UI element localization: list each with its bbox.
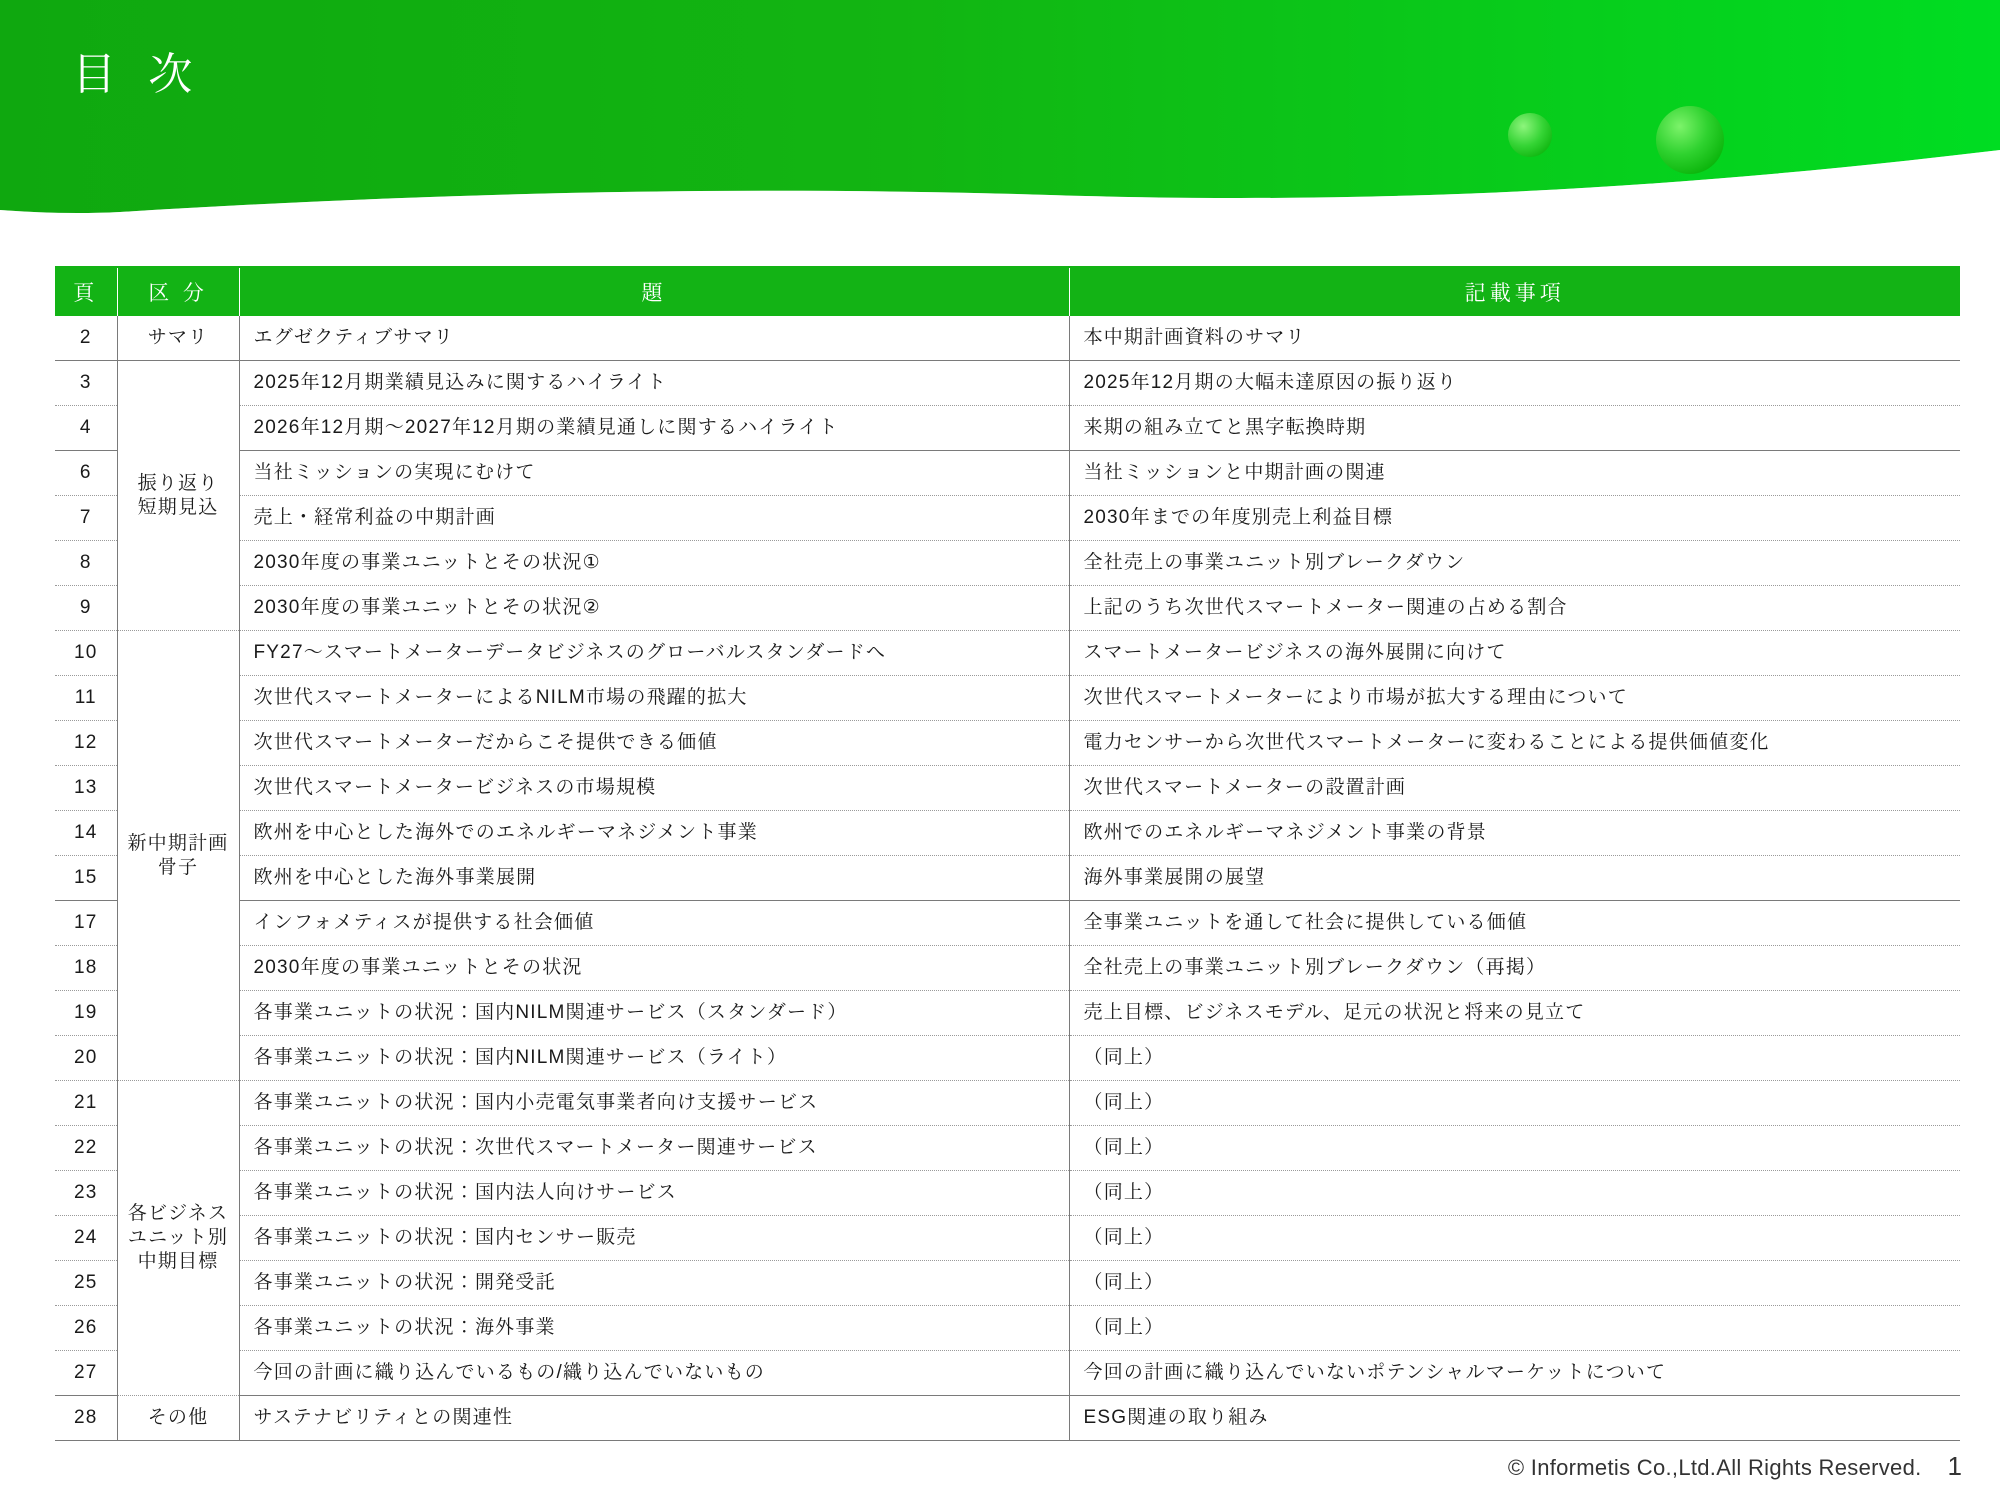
cell-description: 海外事業展開の展望	[1069, 856, 1960, 901]
cell-title: 次世代スマートメータービジネスの市場規模	[239, 766, 1069, 811]
cell-description: 売上目標、ビジネスモデル、足元の状況と将来の見立て	[1069, 991, 1960, 1036]
cell-title: 各事業ユニットの状況：国内センサー販売	[239, 1216, 1069, 1261]
table-row	[55, 856, 1960, 901]
cell-description: スマートメータービジネスの海外展開に向けて	[1069, 631, 1960, 676]
cell-page: 26	[55, 1306, 117, 1351]
cell-title: FY27〜スマートメーターデータビジネスのグローバルスタンダードへ	[239, 631, 1069, 676]
table-row	[55, 541, 1960, 586]
cell-page: 18	[55, 946, 117, 991]
toc-table	[55, 268, 1960, 1441]
footer	[1508, 1451, 1962, 1482]
table-row	[55, 496, 1960, 541]
table-row	[55, 451, 1960, 496]
table-row	[55, 631, 1960, 676]
cell-description: 全社売上の事業ユニット別ブレークダウン	[1069, 541, 1960, 586]
table-row	[55, 991, 1960, 1036]
cell-page: 9	[55, 586, 117, 631]
table-header-row	[55, 268, 1960, 316]
cell-category: その他	[117, 1396, 239, 1441]
cell-page: 14	[55, 811, 117, 856]
table-row	[55, 946, 1960, 991]
cell-description: （同上）	[1069, 1171, 1960, 1216]
cell-page: 6	[55, 451, 117, 496]
cell-title: 2030年度の事業ユニットとその状況①	[239, 541, 1069, 586]
table-row	[55, 1036, 1960, 1081]
cell-description: 当社ミッションと中期計画の関連	[1069, 451, 1960, 496]
cell-page: 3	[55, 361, 117, 406]
toc-table-body	[55, 316, 1960, 1441]
cell-page: 20	[55, 1036, 117, 1081]
cell-title: 欧州を中心とした海外でのエネルギーマネジメント事業	[239, 811, 1069, 856]
cell-description: 欧州でのエネルギーマネジメント事業の背景	[1069, 811, 1960, 856]
cell-description: 2030年までの年度別売上利益目標	[1069, 496, 1960, 541]
cell-description: （同上）	[1069, 1306, 1960, 1351]
cell-title: 当社ミッションの実現にむけて	[239, 451, 1069, 496]
table-row	[55, 1261, 1960, 1306]
cell-description: ESG関連の取り組み	[1069, 1396, 1960, 1441]
cell-description: 電力センサーから次世代スマートメーターに変わることによる提供価値変化	[1069, 721, 1960, 766]
header-banner	[0, 0, 2000, 218]
cell-category: 新中期計画骨子	[117, 631, 239, 1081]
table-row	[55, 586, 1960, 631]
cell-page: 23	[55, 1171, 117, 1216]
column-header-page: 頁	[55, 268, 117, 316]
cell-title: 欧州を中心とした海外事業展開	[239, 856, 1069, 901]
cell-page: 8	[55, 541, 117, 586]
table-row	[55, 1306, 1960, 1351]
table-row	[55, 1216, 1960, 1261]
table-row	[55, 1081, 1960, 1126]
table-row	[55, 766, 1960, 811]
cell-category: 振り返り 短期見込	[117, 361, 239, 631]
cell-description: 今回の計画に織り込んでいないポテンシャルマーケットについて	[1069, 1351, 1960, 1396]
cell-title: 今回の計画に織り込んでいるもの/織り込んでいないもの	[239, 1351, 1069, 1396]
table-row	[55, 676, 1960, 721]
cell-title: 2026年12月期〜2027年12月期の業績見通しに関するハイライト	[239, 406, 1069, 451]
cell-title: 各事業ユニットの状況：国内NILM関連サービス（ライト）	[239, 1036, 1069, 1081]
cell-title: サステナビリティとの関連性	[239, 1396, 1069, 1441]
table-row	[55, 1396, 1960, 1441]
cell-title: 各事業ユニットの状況：開発受託	[239, 1261, 1069, 1306]
cell-page: 28	[55, 1396, 117, 1441]
cell-description: （同上）	[1069, 1261, 1960, 1306]
table-row	[55, 316, 1960, 361]
cell-title: インフォメティスが提供する社会価値	[239, 901, 1069, 946]
cell-page: 10	[55, 631, 117, 676]
copyright-text: © Informetis Co.,Ltd.All Rights Reserved.	[1507, 1455, 1922, 1480]
column-header-description: 記載事項	[1069, 268, 1960, 316]
cell-title: 各事業ユニットの状況：国内小売電気事業者向け支援サービス	[239, 1081, 1069, 1126]
table-row	[55, 1126, 1960, 1171]
column-header-title: 題	[239, 268, 1069, 316]
cell-page: 17	[55, 901, 117, 946]
header-wave-graphic	[0, 0, 2000, 218]
cell-page: 13	[55, 766, 117, 811]
cell-description: 全社売上の事業ユニット別ブレークダウン（再掲）	[1069, 946, 1960, 991]
cell-title: 次世代スマートメーターだからこそ提供できる価値	[239, 721, 1069, 766]
cell-description: （同上）	[1069, 1036, 1960, 1081]
cell-page: 2	[55, 316, 117, 361]
table-row	[55, 901, 1960, 946]
table-row	[55, 361, 1960, 406]
cell-page: 12	[55, 721, 117, 766]
cell-page: 15	[55, 856, 117, 901]
cell-page: 11	[55, 676, 117, 721]
cell-page: 7	[55, 496, 117, 541]
cell-description: 次世代スマートメーターにより市場が拡大する理由について	[1069, 676, 1960, 721]
cell-title: 2030年度の事業ユニットとその状況	[239, 946, 1069, 991]
cell-description: （同上）	[1069, 1126, 1960, 1171]
cell-title: 各事業ユニットの状況：国内法人向けサービス	[239, 1171, 1069, 1216]
cell-title: 各事業ユニットの状況：海外事業	[239, 1306, 1069, 1351]
cell-description: 来期の組み立てと黒字転換時期	[1069, 406, 1960, 451]
table-row	[55, 811, 1960, 856]
cell-page: 4	[55, 406, 117, 451]
cell-page: 27	[55, 1351, 117, 1396]
table-row	[55, 406, 1960, 451]
cell-description: 次世代スマートメーターの設置計画	[1069, 766, 1960, 811]
cell-page: 22	[55, 1126, 117, 1171]
cell-title: 各事業ユニットの状況：国内NILM関連サービス（スタンダード）	[239, 991, 1069, 1036]
cell-title: エグゼクティブサマリ	[239, 316, 1069, 361]
cell-title: 2025年12月期業績見込みに関するハイライト	[239, 361, 1069, 406]
cell-page: 19	[55, 991, 117, 1036]
cell-description: 全事業ユニットを通して社会に提供している価値	[1069, 901, 1960, 946]
cell-page: 24	[55, 1216, 117, 1261]
toc-table-header	[55, 268, 1960, 316]
cell-description: 本中期計画資料のサマリ	[1069, 316, 1960, 361]
table-row	[55, 1351, 1960, 1396]
cell-title: 各事業ユニットの状況：次世代スマートメーター関連サービス	[239, 1126, 1069, 1171]
cell-title: 2030年度の事業ユニットとその状況②	[239, 586, 1069, 631]
toc-table-container	[55, 268, 1960, 1441]
cell-description: （同上）	[1069, 1216, 1960, 1261]
cell-page: 21	[55, 1081, 117, 1126]
column-header-category: 区 分	[117, 268, 239, 316]
cell-category: サマリ	[117, 316, 239, 361]
cell-title: 売上・経常利益の中期計画	[239, 496, 1069, 541]
cell-title: 次世代スマートメーターによるNILM市場の飛躍的拡大	[239, 676, 1069, 721]
cell-category: 各ビジネス ユニット別 中期目標	[117, 1081, 239, 1396]
cell-description: 2025年12月期の大幅未達原因の振り返り	[1069, 361, 1960, 406]
cell-description: （同上）	[1069, 1081, 1960, 1126]
page-number: 1	[1947, 1451, 1962, 1481]
table-row	[55, 1171, 1960, 1216]
page-title: 目 次	[72, 50, 203, 99]
cell-description: 上記のうち次世代スマートメーター関連の占める割合	[1069, 586, 1960, 631]
cell-page: 25	[55, 1261, 117, 1306]
table-row	[55, 721, 1960, 766]
